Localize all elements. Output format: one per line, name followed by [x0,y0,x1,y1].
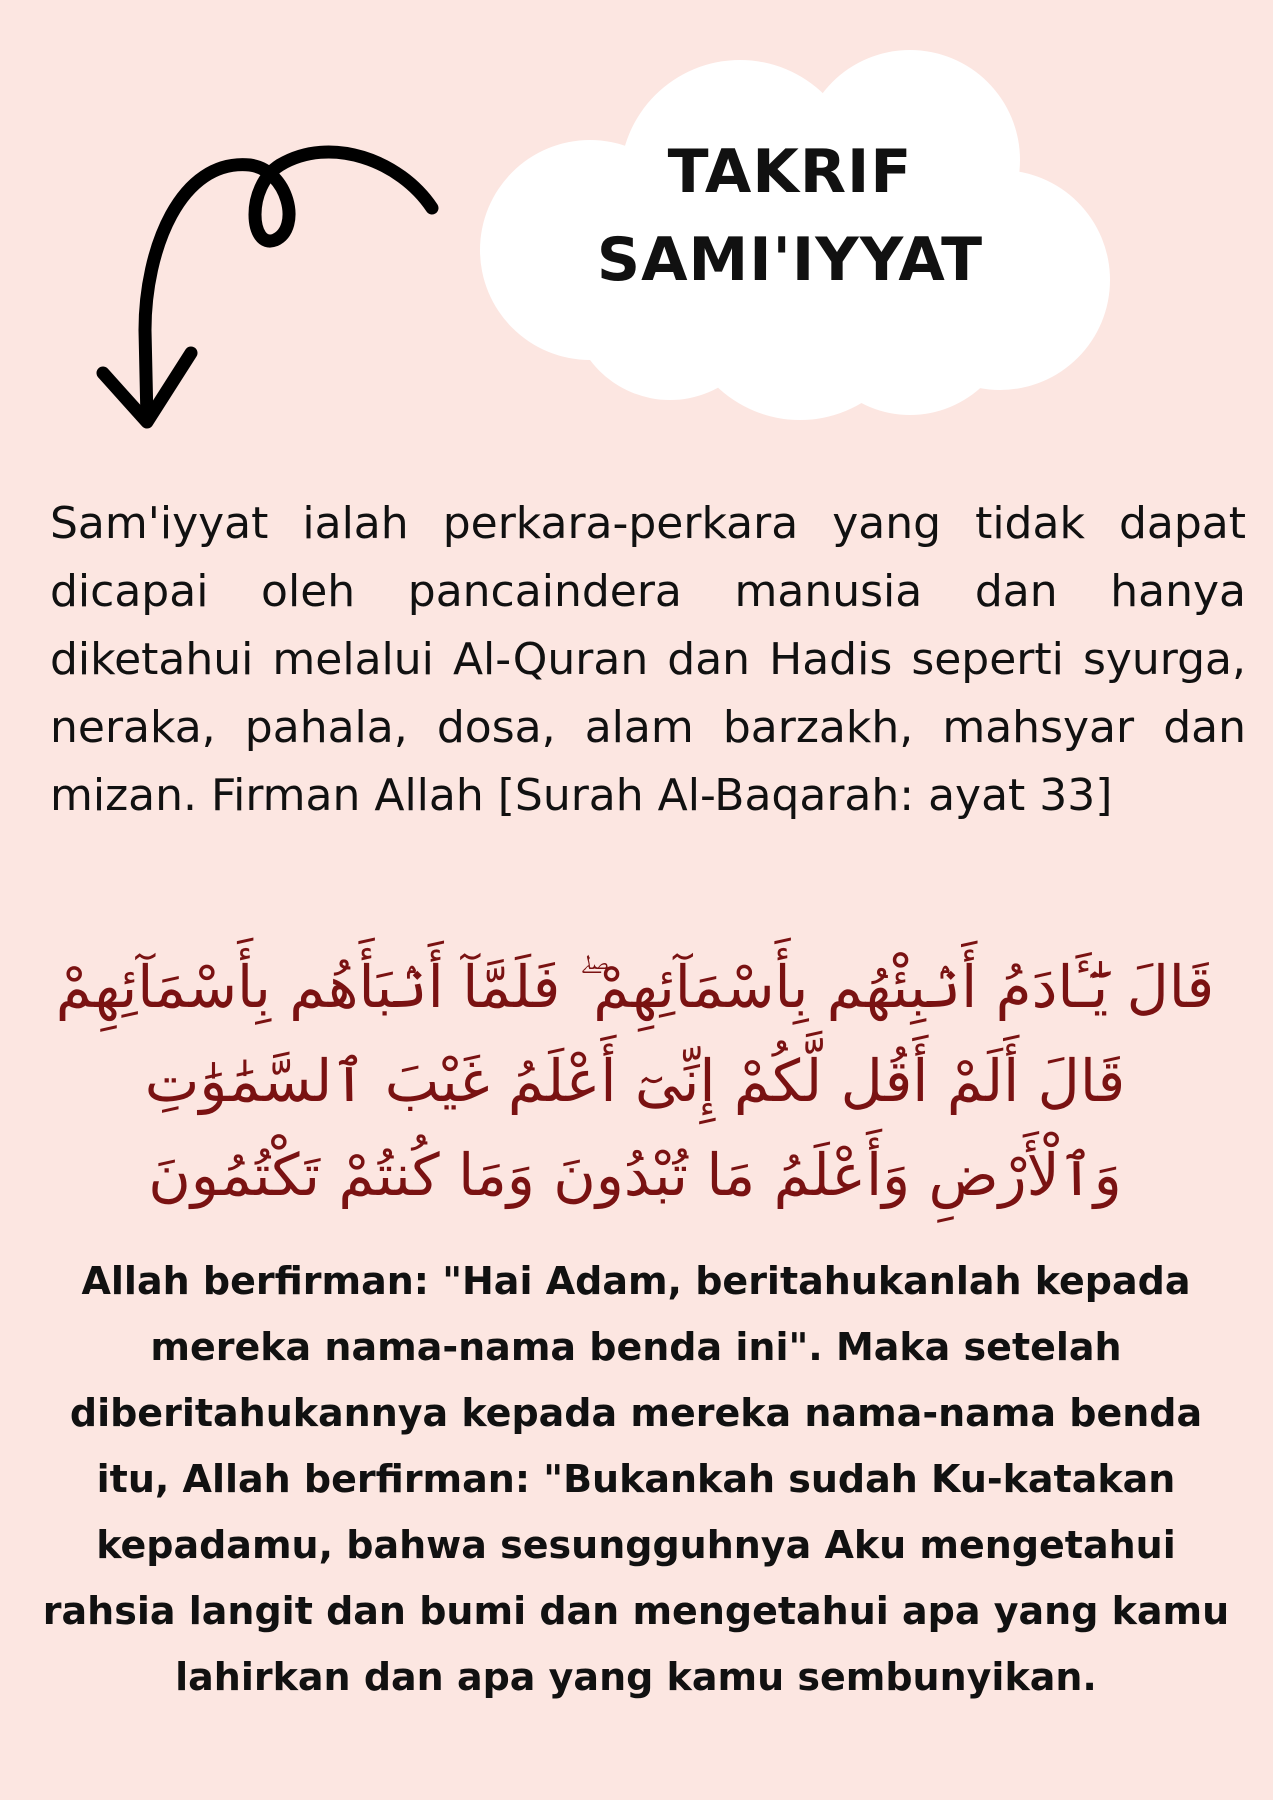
quran-verse-arabic: قَالَ يَٰٓـَٔادَمُ أَنۢبِئْهُم بِأَسْمَآئِهِمْ ۖ فَلَمَّآ أَنۢبَأَهُم بِأَسْمَآئِهِمْ قَالَ أَلَمْ أَقُل لَّكُمْ إِنِّىٓ أَعْلَمُ غَيْبَ ٱلسَّمَٰوَٰتِ وَٱلْأَرْضِ وَأَعْلَمُ مَا تُبْدُونَ وَمَا كُنتُمْ تَكْتُمُونَ [55,953,1215,1209]
curly-arrow-down-icon [80,130,460,450]
verse-translation: Allah berfirman: "Hai Adam, beritahukanlah kepada mereka nama-nama benda ini". Maka setelah diberitahukannya kepada mereka nama-nama benda itu, Allah berfirman: "Bukankah sudah Ku-katakan kepadamu, bahwa sesungguhnya Aku mengetahui rahsia langit dan bumi dan mengetahui apa yang kamu lahirkan dan apa yang kamu sembunyikan. [42,1259,1230,1699]
page-title [540,128,1040,304]
definition-paragraph: Sam'iyyat ialah perkara-perkara yang tidak dapat dicapai oleh pancaindera manusia dan hanya diketahui melalui Al-Quran dan Hadis seperti syurga, neraka, pahala, dosa, alam barzakh, mahsyar dan mizan. Firman Allah [Surah Al-Baqarah: ayat 33] [50,498,1246,821]
title-line-2: SAMI'IYYAT [596,225,984,295]
title-line-1: TAKRIF [667,137,913,207]
